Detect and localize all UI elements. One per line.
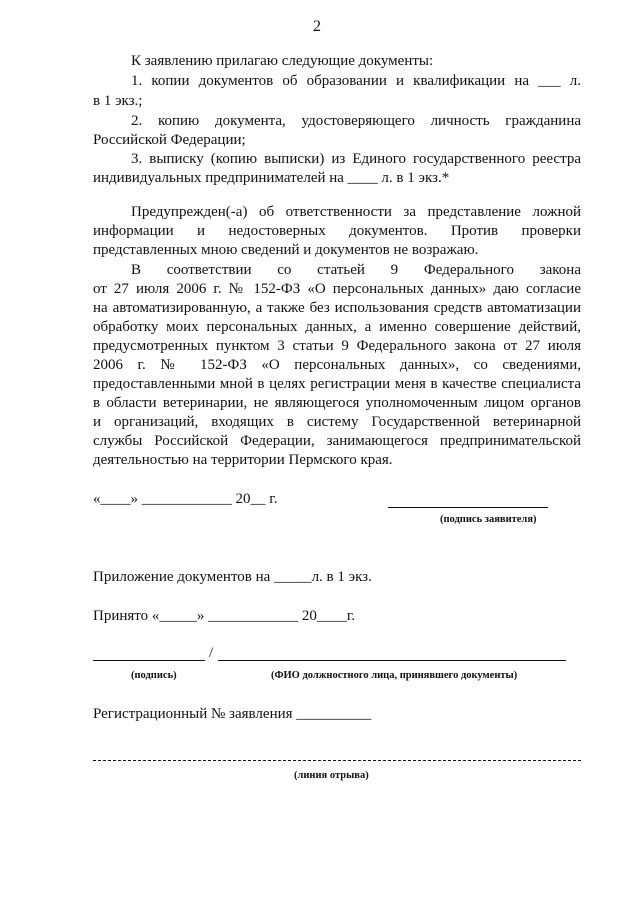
registration-number-field[interactable]: Регистрационный № заявления __________ (93, 706, 372, 722)
slash-separator: / (209, 645, 214, 661)
consent-line-1: В соответствии со статьей 9 Федерального закона (131, 262, 581, 278)
attachments-intro: К заявлению прилагаю следующие документы: (131, 53, 434, 69)
official-signature-caption: (подпись) (131, 670, 177, 681)
attachment-item-1-line-2: в 1 экз.; (93, 93, 143, 109)
warning-line-3: представленных мною сведений и документов не возражаю. (93, 242, 479, 258)
applicant-signature-caption: (подпись заявителя) (440, 514, 537, 525)
attachment-item-2-line-2: Российской Федерации; (93, 132, 246, 148)
appendix-documents-field[interactable]: Приложение документов на _____л. в 1 экз. (93, 569, 372, 585)
official-signature-line[interactable] (93, 660, 205, 661)
tear-line (93, 760, 581, 761)
applicant-signature-line[interactable] (388, 507, 548, 508)
official-name-line[interactable] (218, 660, 566, 661)
official-name-caption: (ФИО должностного лица, принявшего документы) (271, 670, 518, 681)
warning-line-1: Предупрежден(-а) об ответственности за представление ложной (131, 204, 581, 220)
attachment-item-3-line-1: 3. выписку (копию выписки) из Единого государственного реестра (131, 151, 581, 167)
consent-line-11: деятельностью на территории Пермского края. (93, 452, 393, 468)
page-number: 2 (313, 18, 321, 35)
consent-line-10: службы Российской Федерации, занимающегося предпринимательской (93, 433, 581, 449)
consent-line-4: обработку моих персональных данных, а именно совершение действий, (93, 319, 581, 335)
consent-line-6: 2006 г. № 152-ФЗ «О персональных данных», со сведениями, (93, 357, 581, 373)
consent-line-3: на автоматизированную, а также без использования средств автоматизации (93, 300, 581, 316)
attachment-item-3-line-2: индивидуальных предпринимателей на ____ л. в 1 экз.* (93, 170, 450, 186)
consent-line-9: и организаций, входящих в систему Государственной ветеринарной (93, 414, 581, 430)
warning-line-2: информации и недостоверных документов. Против проверки (93, 223, 581, 239)
consent-line-5: предусмотренных пунктом 3 статьи 9 Федерального закона от 27 июля (93, 338, 581, 354)
accepted-date-field[interactable]: Принято «_____» ____________ 20____г. (93, 608, 356, 624)
consent-line-7: предоставленными мной в целях регистрации меня в качестве специалиста (93, 376, 581, 392)
consent-line-8: в области ветеринарии, не являющегося уполномоченным лицом органов (93, 395, 581, 411)
attachment-item-2-line-1: 2. копию документа, удостоверяющего личность гражданина (131, 113, 581, 129)
consent-line-2: от 27 июля 2006 г. № 152-ФЗ «О персональных данных» даю согласие (93, 281, 581, 297)
date-field[interactable]: «____» ____________ 20__ г. (93, 491, 278, 507)
tear-line-caption: (линия отрыва) (294, 770, 369, 781)
attachment-item-1-line-1: 1. копии документов об образовании и квалификации на ___ л. (131, 73, 581, 89)
